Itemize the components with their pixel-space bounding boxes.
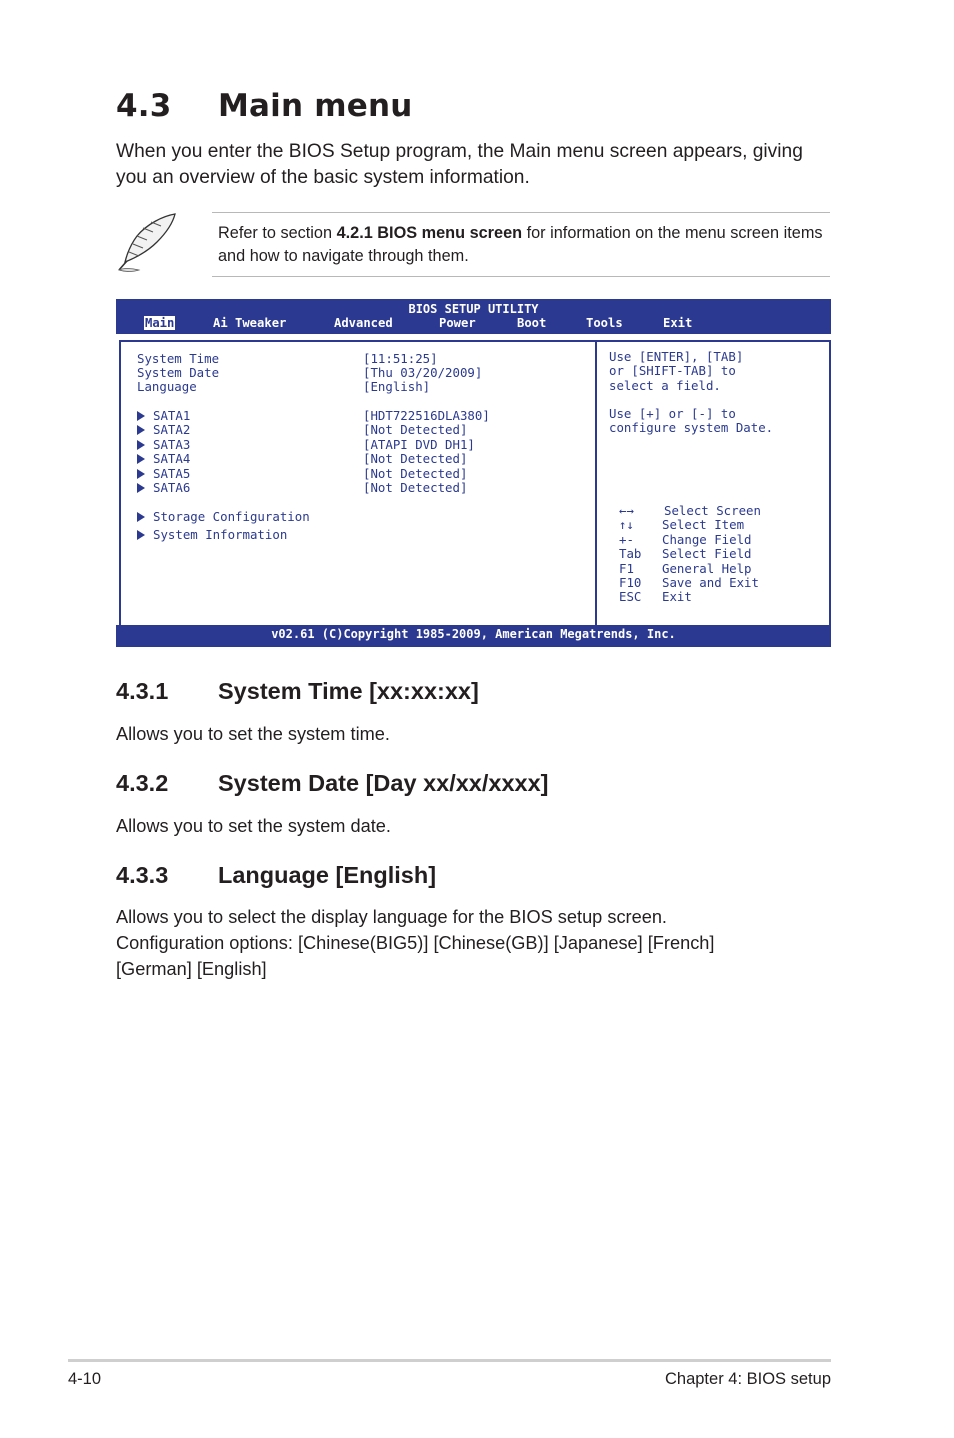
action-select-screen: Select Screen — [664, 503, 761, 518]
submenu-arrow-icon — [137, 483, 145, 493]
item-sata2[interactable] — [137, 423, 190, 437]
item-sata4[interactable] — [137, 452, 190, 466]
bios-body — [119, 340, 831, 627]
subsection-text: Allows you to select the display language for the BIOS setup screen. Configuration options: [Chinese(BIG5)] [Chinese(GB)] [Japanese] [French] [German] [English] — [116, 907, 715, 979]
sata3-label: SATA3 — [153, 437, 191, 452]
help-line: select a field. — [609, 378, 721, 393]
tab-power[interactable]: Power — [439, 316, 476, 330]
note-prefix: Refer to section — [218, 224, 337, 242]
note-suffix: for information on the menu screen items and how to navigate through them. — [218, 224, 823, 265]
subsection-text: Allows you to set the system time. — [116, 724, 390, 744]
page-number: 4-10 — [68, 1370, 102, 1388]
subsection-text: Allows you to set the system date. — [116, 816, 391, 836]
system-information-label: System Information — [153, 527, 288, 542]
subsection-number: 4.3.3 — [116, 862, 169, 888]
value-sata3: [ATAPI DVD DH1] — [363, 437, 475, 452]
item-language[interactable]: Language — [137, 379, 197, 394]
key-save-exit: F10 — [619, 575, 642, 590]
bios-header — [116, 299, 831, 334]
submenu-arrow-icon — [137, 530, 145, 540]
submenu-arrow-icon — [137, 425, 145, 435]
action-select-item: Select Item — [662, 517, 745, 532]
key-select-item: ↑↓ — [619, 517, 634, 532]
item-sata1[interactable] — [137, 409, 190, 423]
note-reference: 4.2.1 BIOS menu screen — [336, 224, 523, 242]
submenu-arrow-icon — [137, 411, 145, 421]
value-sata1: [HDT722516DLA380] — [363, 408, 490, 423]
value-sata5: [Not Detected] — [363, 466, 468, 481]
help-line: Use [+] or [-] to — [609, 406, 736, 421]
chapter-title: Chapter 4: BIOS setup — [664, 1370, 831, 1388]
subsection-title: Language [English] — [218, 862, 437, 888]
footer-rule — [68, 1359, 831, 1362]
value-sata2: [Not Detected] — [363, 422, 468, 437]
tab-tools[interactable]: Tools — [586, 316, 623, 330]
note-text — [218, 222, 826, 268]
storage-configuration-label: Storage Configuration — [153, 509, 310, 524]
key-select-screen: ←→ — [619, 503, 634, 518]
section-heading — [116, 88, 413, 124]
sata5-label: SATA5 — [153, 466, 191, 481]
help-line: configure system Date. — [609, 420, 774, 435]
section-title: Main menu — [218, 88, 413, 124]
item-system-time[interactable]: System Time — [137, 351, 220, 366]
bios-title: BIOS SETUP UTILITY — [408, 302, 539, 316]
section-number: 4.3 — [116, 88, 172, 124]
submenu-arrow-icon — [137, 512, 145, 522]
tab-exit[interactable]: Exit — [663, 316, 693, 330]
action-select-field: Select Field — [662, 546, 752, 561]
value-system-date[interactable]: [Thu 03/20/2009] — [363, 365, 483, 380]
item-sata3[interactable] — [137, 438, 190, 452]
key-general-help: F1 — [619, 561, 634, 576]
key-select-field: Tab — [619, 546, 642, 561]
tab-main[interactable]: Main — [145, 316, 175, 330]
submenu-arrow-icon — [137, 454, 145, 464]
subsection-number: 4.3.2 — [116, 770, 169, 796]
item-sata6[interactable] — [137, 481, 190, 495]
item-system-date[interactable]: System Date — [137, 365, 220, 380]
help-line: Use [ENTER], [TAB] — [609, 349, 744, 364]
intro-paragraph: When you enter the BIOS Setup program, the Main menu screen appears, giving you an overview of the basic system information. — [116, 141, 803, 188]
action-general-help: General Help — [662, 561, 752, 576]
subsection-title: System Time [xx:xx:xx] — [218, 678, 479, 704]
subsection-heading — [116, 770, 549, 797]
subsection-heading — [116, 678, 479, 705]
sata2-label: SATA2 — [153, 422, 191, 437]
bios-screen — [116, 299, 831, 647]
value-system-time[interactable]: [11:51:25] — [363, 351, 438, 366]
note-box — [212, 212, 830, 277]
subsection-number: 4.3.1 — [116, 678, 169, 704]
action-save-exit: Save and Exit — [662, 575, 759, 590]
bios-footer: v02.61 (C)Copyright 1985-2009, American Megatrends, Inc. — [116, 625, 831, 647]
item-sata5[interactable] — [137, 467, 190, 481]
action-change-field: Change Field — [662, 532, 752, 547]
sata4-label: SATA4 — [153, 451, 191, 466]
subsection-heading — [116, 862, 436, 889]
tab-ai-tweaker[interactable]: Ai Tweaker — [213, 316, 287, 330]
bios-divider — [595, 342, 597, 625]
sata1-label: SATA1 — [153, 408, 191, 423]
value-language[interactable]: [English] — [363, 379, 431, 394]
sata6-label: SATA6 — [153, 480, 191, 495]
tab-advanced[interactable]: Advanced — [334, 316, 393, 330]
action-exit: Exit — [662, 589, 692, 604]
key-change-field: +- — [619, 532, 634, 547]
key-exit: ESC — [619, 589, 642, 604]
subsection-title: System Date [Day xx/xx/xxxx] — [218, 770, 549, 796]
feather-icon — [113, 210, 181, 274]
value-sata4: [Not Detected] — [363, 451, 468, 466]
help-line: or [SHIFT-TAB] to — [609, 363, 736, 378]
submenu-arrow-icon — [137, 440, 145, 450]
submenu-arrow-icon — [137, 469, 145, 479]
item-system-information[interactable] — [137, 528, 287, 542]
tab-boot[interactable]: Boot — [517, 316, 547, 330]
value-sata6: [Not Detected] — [363, 480, 468, 495]
item-storage-configuration[interactable] — [137, 510, 310, 524]
